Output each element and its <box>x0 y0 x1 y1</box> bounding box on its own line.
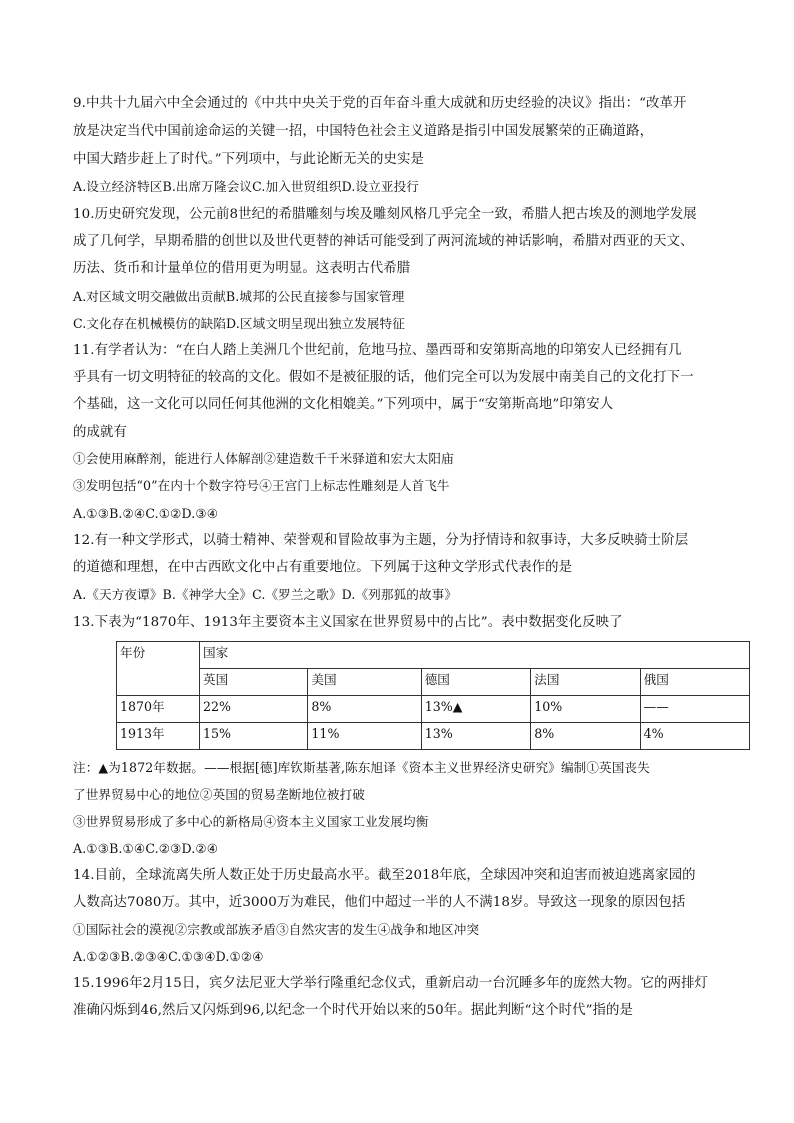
q12-options: A.《天方夜谭》B.《神学大全》C.《罗兰之歌》D.《列那狐的故事》 <box>73 587 458 602</box>
country-cell: 法国 <box>531 669 640 696</box>
value-cell: 8% <box>531 723 640 750</box>
table-row <box>117 696 750 723</box>
country-cell: 美国 <box>308 669 421 696</box>
q11-items-1: ①会使用麻醉剂，能进行人体解剖②建造数千千米驿道和宏大太阳庙 <box>73 451 454 466</box>
value-cell: 15% <box>200 723 308 750</box>
q10-options-1: A.对区域文明交融做出贡献B.城邦的公民直接参与国家管理 <box>73 289 405 304</box>
table-row <box>117 723 750 750</box>
q9-line-3: 中国大踏步赶上了时代。”下列项中，与此论断无关的史实是 <box>73 152 424 167</box>
q15-line-1: 15.1996年2月15日，宾夕法尼亚大学举行隆重纪念仪式，重新启动一台沉睡多年的庞然大物。它的两排灯 <box>73 976 709 991</box>
q13-options: A.①③B.①④C.②③D.②④ <box>73 841 219 856</box>
q12-line-1: 12.有一种文学形式，以骑士精神、荣誉观和冒险故事为主题，分为抒情诗和叙事诗，大多反映骑士阶层 <box>73 533 689 548</box>
q15-line-2: 准确闪烁到46,然后又闪烁到96,以纪念一个时代开始以来的50年。据此判断“这个时代”指的是 <box>73 1003 633 1018</box>
q11-options: A.①③B.②④C.①②D.③④ <box>73 506 219 521</box>
country-cell: 英国 <box>200 669 308 696</box>
q11-line-1: 11.有学者认为：“在白人踏上美洲几个世纪前，危地马拉、墨西哥和安第斯高地的印第安人已经拥有几 <box>73 343 682 358</box>
q14-items: ①国际社会的漠视②宗教或部族矛盾③自然灾害的发生④战争和地区冲突 <box>73 922 480 937</box>
q13-note-1: 注：▲为1872年数据。——根据[德]库钦斯基著,陈东旭译《资本主义世界经济史研究》编制①英国丧失 <box>73 760 650 775</box>
q10-line-2: 成了几何学，早期希腊的创世以及世代更替的神话可能受到了两河流域的神话影响，希腊对西亚的天文、 <box>73 234 694 249</box>
table-country-row <box>117 669 750 696</box>
q12-line-2: 的道德和理想，在中古西欧文化中占有重要地位。下列属于这种文学形式代表作的是 <box>73 560 573 575</box>
q11-line-3: 个基础，这一文化可以同任何其他洲的文化相媲美。”下列项中，属于“安第斯高地”印第安人 <box>73 397 614 412</box>
country-cell: 德国 <box>421 669 531 696</box>
value-cell: 13%▲ <box>421 696 531 723</box>
q9-line-2: 放是决定当代中国前途命运的关键一招，中国特色社会主义道路是指引中国发展繁荣的正确道路， <box>73 124 654 139</box>
q9-line-1: 9.中共十九届六中全会通过的《中共中央关于党的百年奋斗重大成就和历史经验的决议》指出：“改革开 <box>73 96 687 111</box>
q14-line-2: 人数高达7080万。其中，近3000万为难民，他们中超过一半的人不满18岁。导致这一现象的原因包括 <box>73 895 686 910</box>
q14-line-1: 14.目前，全球流离失所人数正处于历史最高水平。截至2018年底，全球因冲突和迫害而被迫逃离家园的 <box>73 868 696 883</box>
q9-options: A.设立经济特区B.出席万隆会议C.加入世贸组织D.设立亚投行 <box>73 179 419 194</box>
q13-note-2: 了世界贸易中心的地位②英国的贸易垄断地位被打破 <box>73 787 365 802</box>
value-cell: 4% <box>640 723 749 750</box>
q11-items-2: ③发明包括“0”在内十个数字符号④王宫门上标志性雕刻是人首飞牛 <box>73 478 450 493</box>
country-header-cell: 国家 <box>200 642 750 669</box>
q10-options-2: C.文化存在机械模仿的缺陷D.区域文明呈现出独立发展特征 <box>73 316 405 331</box>
year-cell: 1913年 <box>117 723 200 750</box>
q13-items: ③世界贸易形成了多中心的新格局④资本主义国家工业发展均衡 <box>73 814 429 829</box>
country-cell: 俄国 <box>640 669 749 696</box>
q13-line-1: 13.下表为“1870年、1913年主要资本主义国家在世界贸易中的占比”。表中数据变化反映了 <box>73 615 623 630</box>
year-cell: 1870年 <box>117 696 200 723</box>
q10-line-3: 历法、货币和计量单位的借用更为明显。这表明古代希腊 <box>73 261 411 276</box>
q11-line-4: 的成就有 <box>73 425 127 440</box>
q14-options: A.①②③B.②③④C.①③④D.①②④ <box>73 949 264 964</box>
q10-line-1: 10.历史研究发现，公元前8世纪的希腊雕刻与埃及雕刻风格几乎完全一致，希腊人把古埃及的测地学发展 <box>73 207 697 222</box>
value-cell: —— <box>640 696 749 723</box>
value-cell: 11% <box>308 723 421 750</box>
value-cell: 10% <box>531 696 640 723</box>
value-cell: 22% <box>200 696 308 723</box>
value-cell: 8% <box>308 696 421 723</box>
table-header-row <box>117 642 750 669</box>
q11-line-2: 乎具有一切文明特征的较高的文化。假如不是被征服的话，他们完全可以为发展中南美自己的文化打下一 <box>73 370 694 385</box>
year-header-cell: 年份 <box>117 642 200 696</box>
value-cell: 13% <box>421 723 531 750</box>
trade-share-table <box>116 641 750 750</box>
